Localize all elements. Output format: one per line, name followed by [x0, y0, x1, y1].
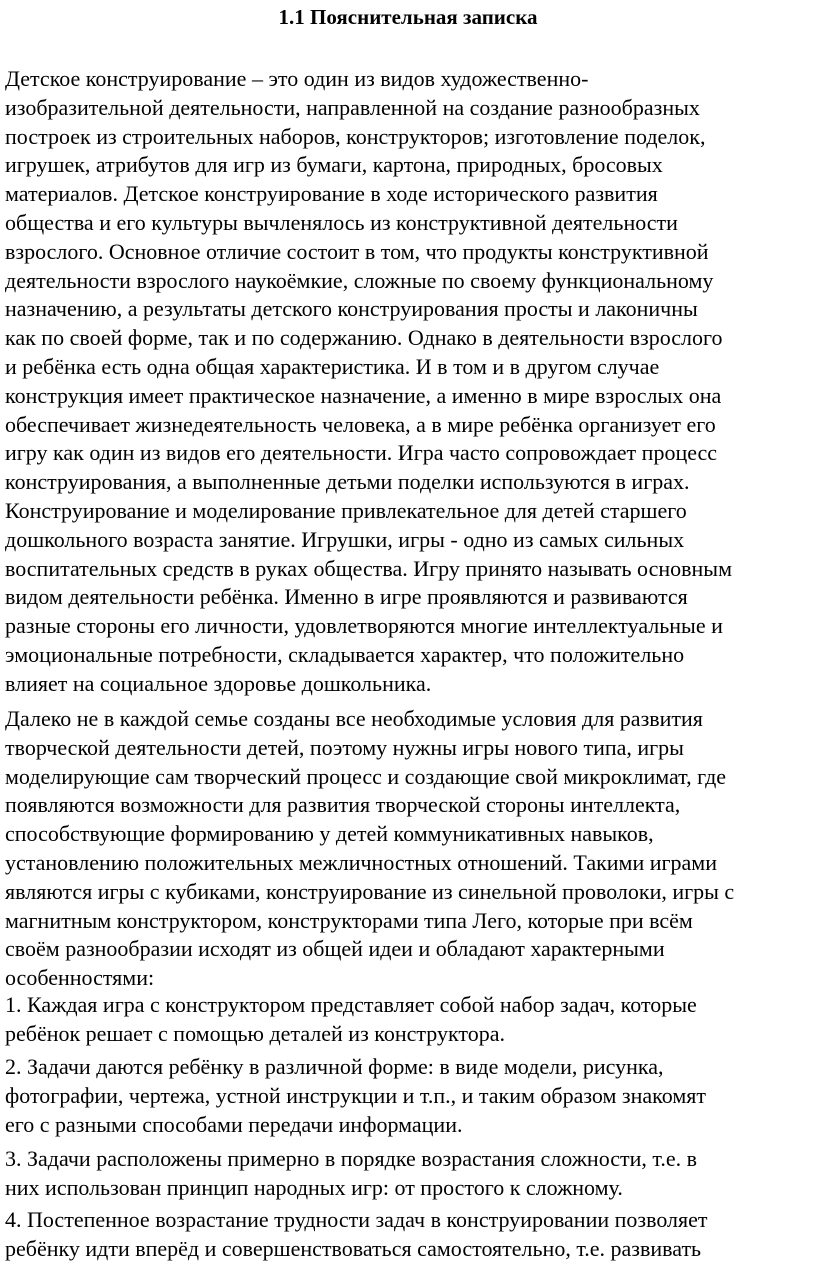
list-item-1: 1. Каждая игра с конструктором представляет собой набор задач, которые ребёнок решает с помощью деталей из конструктора. — [5, 992, 697, 1046]
paragraph-construction-modeling: Конструирование и моделирование привлекательное для детей старшего дошкольного возраста занятие. Игрушки, игры - одно из самых сильных воспитательных средств в руках общества. Игру принято называть основным видом деятельности ребёнка. Именно в игре проявляются и развиваются разные стороны его личности, удовлетворяются многие интеллектуальные и эмоциональные потребности, складывается характер, что положительно влияет на социальное здоровье дошкольника. — [5, 498, 733, 696]
paragraph-games-conditions: Далеко не в каждой семье созданы все необходимые условия для развития творческой деятельности детей, поэтому нужны игры нового типа, игры моделирующие сам творческий процесс и создающие свой микроклимат, где появляются возможности для развития творческой стороны интеллекта, способствующие формированию у детей коммуникативных навыков, установлению положительных межличностных отношений. Такими играми являются игры с кубиками, конструирование из синельной проволоки, игры с магнитным конструктором, конструкторами типа Лего, которые при всём своём разнообразии исходят из общей идеи и обладают характерными особенностями: — [5, 706, 735, 991]
list-item-3: 3. Задачи расположены примерно в порядке возрастания сложности, т.е. в них использован принцип народных игр: от простого к сложному. — [5, 1146, 698, 1200]
paragraph-introduction: Детское конструирование – это один из видов художественно- изобразительной деятельности, направленной на создание разнообразных построек из строительных наборов, конструкторов; изготовление поделок, игрушек, атрибутов для игр из бумаги, картона, природных, бросовых материалов. Детское конструирование в ходе исторического развития общества и его культуры вычленялось из конструктивной деятельности взрослого. Основное отличие состоит в том, что продукты конструктивной деятельности взрослого наукоёмкие, сложные по своему функциональному назначению, а результаты детского конструирования просты и лаконичны как по своей форме, так и по содержанию. Однако в деятельности взрослого и ребёнка есть одна общая характеристика. И в том и в другом случае конструкция имеет практическое назначение, а именно в мире взрослых она обеспечивает жизнедеятельность человека, а в мире ребёнка организует его игру как один из видов его деятельности. Игра часто сопровождает процесс конструирования, а выполненные детьми поделки используются в играх. — [5, 66, 723, 495]
list-item-2: 2. Задачи даются ребёнку в различной форме: в виде модели, рисунка, фотографии, чертежа, устной инструкции и т.п., и таким образом знакомят его с разными способами передачи информации. — [5, 1054, 706, 1137]
document-title: 1.1 Пояснительная записка — [278, 5, 538, 29]
list-item-4: 4. Постепенное возрастание трудности задач в конструировании позволяет ребёнку идти вперёд и совершенствоваться самостоятельно, т.е. развивать — [5, 1207, 708, 1261]
